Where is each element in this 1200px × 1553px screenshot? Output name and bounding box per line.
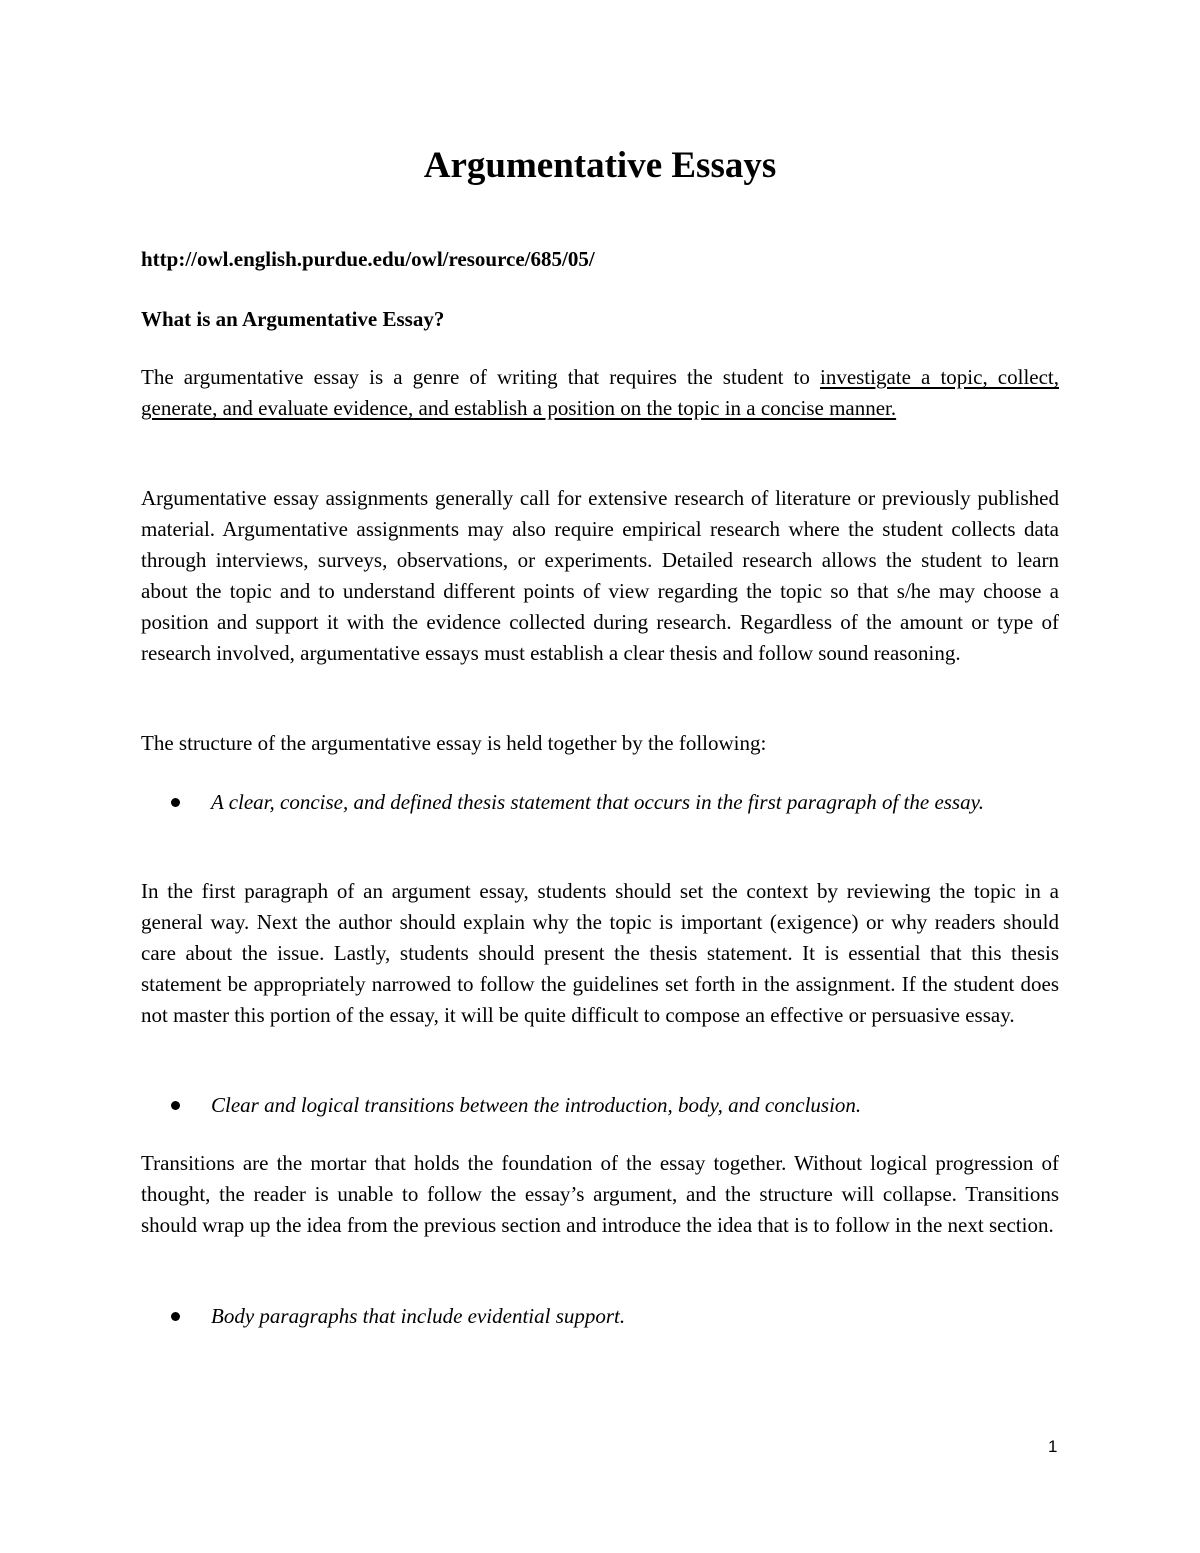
document-title: Argumentative Essays <box>423 145 777 186</box>
structure-paragraph: The structure of the argumentative essay is held together by the following: <box>141 731 767 755</box>
research-paragraph: Argumentative essay assignments generally call for extensive research of literature or previously published material. Argumentative assignments may also require empirical research where the student collects data through interviews, surveys, observations, or experiments. Detailed research allows the student to learn about the topic and to understand different points of view regarding the topic so that s/he may choose a position and support it with the evidence collected during research. Regardless of the amount or type of research involved, argumentative essays must establish a clear thesis and follow sound reasoning. <box>141 486 1059 665</box>
intro-lead-text: The argumentative essay is a genre of writing that requires the student to <box>141 365 820 389</box>
section-heading: What is an Argumentative Essay? <box>141 307 445 331</box>
page-number: 1 <box>1048 1437 1058 1456</box>
transitions-paragraph: Transitions are the mortar that holds the foundation of the essay together. Without logical progression of thought, the reader is unable to follow the essay’s argument, and the structure will collapse. Transitions should wrap up the idea from the previous section and introduce the idea that is to follow in the next section. <box>141 1151 1059 1237</box>
bullet-text: Body paragraphs that include evidential support. <box>211 1304 626 1328</box>
bullet-text: A clear, concise, and defined thesis statement that occurs in the first paragraph of the essay. <box>211 790 985 814</box>
intro-paragraph <box>141 362 1059 424</box>
bullet-icon <box>171 798 180 807</box>
bullet-text: Clear and logical transitions between the introduction, body, and conclusion. <box>211 1093 862 1117</box>
thesis-paragraph: In the first paragraph of an argument essay, students should set the context by reviewing the topic in a general way. Next the author should explain why the topic is important (exigence) or why readers should care about the issue. Lastly, students should present the thesis statement. It is essential that this thesis statement be appropriately narrowed to follow the guidelines set forth in the assignment. If the student does not master this portion of the essay, it will be quite difficult to compose an effective or persuasive essay. <box>141 879 1059 1027</box>
source-url[interactable]: http://owl.english.purdue.edu/owl/resource/685/05/ <box>141 247 595 271</box>
bullet-icon <box>171 1312 180 1321</box>
intro-underlined-text: investigate a topic, collect, generate, and evaluate evidence, and establish a position on the topic in a concise manner. <box>141 365 1060 420</box>
bullet-icon <box>171 1101 180 1110</box>
